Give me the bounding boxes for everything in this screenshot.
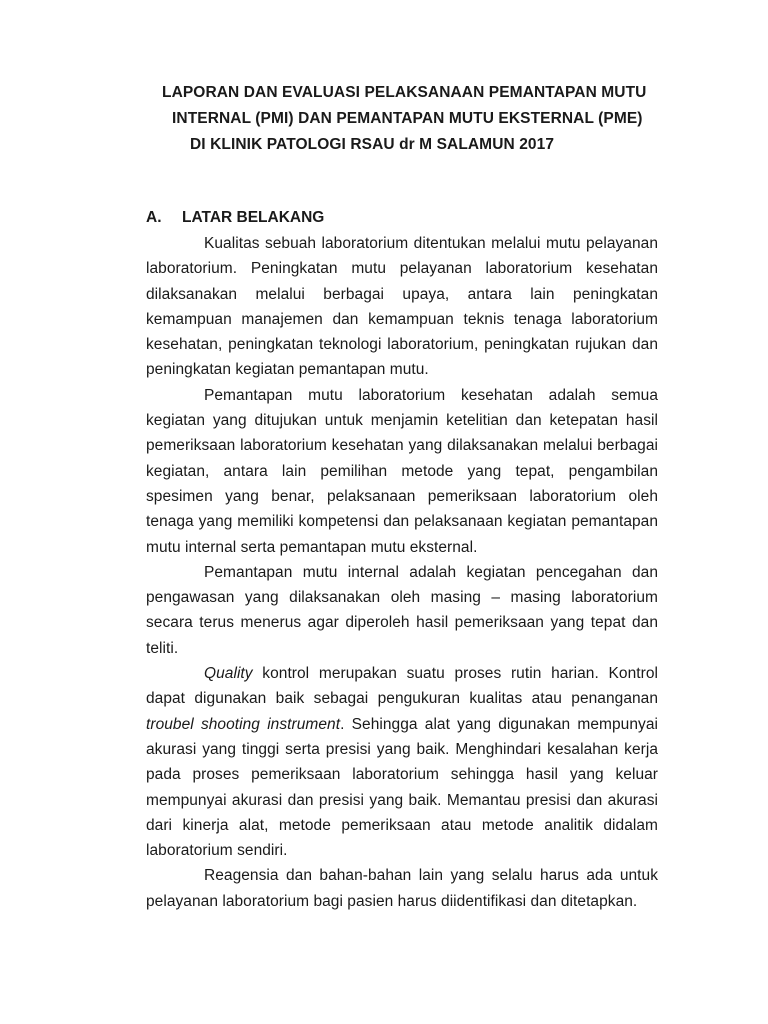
paragraph-2: Pemantapan mutu laboratorium kesehatan adalah semua kegiatan yang ditujukan untuk menjamin ketelitian dan ketepatan hasil pemeriksaan laboratorium kesehatan yang dilaksanakan melalui berbagai kegiatan, antara lain pemilihan metode yang tepat, pengambilan spesimen yang benar, pelaksanaan pemeriksaan laboratorium oleh tenaga yang memiliki kompetensi dan pelaksanaan kegiatan pemantapan mutu internal serta pemantapan mutu eksternal. (146, 386, 658, 556)
section-heading (146, 209, 324, 227)
paragraph-3: Pemantapan mutu internal adalah kegiatan pencegahan dan pengawasan yang dilaksanakan oleh masing – masing laboratorium secara terus menerus agar diperoleh hasil pemeriksaan yang tepat dan teliti. (146, 563, 658, 657)
paragraph-4-text-2: . Sehingga alat yang digunakan mempunyai akurasi yang tinggi serta presisi yang baik. Menghindari kesalahan kerja pada proses pemeriksaan laboratorium sehingga hasil yang keluar mempunyai akurasi dan presisi yang baik. Memantau presisi dan akurasi dari kinerja alat, metode pemeriksaan atau metode analitik didalam laboratorium sendiri. (146, 715, 658, 860)
document-title-line-2: INTERNAL (PMI) DAN PEMANTAPAN MUTU EKSTERNAL (PME) (172, 110, 643, 127)
document-title-line-3: DI KLINIK PATOLOGI RSAU dr M SALAMUN 2017 (190, 136, 555, 153)
paragraph-4 (146, 661, 658, 863)
section-number: A. (146, 209, 162, 226)
paragraph-4-text-1: kontrol merupakan suatu proses rutin harian. Kontrol dapat digunakan baik sebagai pengukuran kualitas atau penanganan (146, 665, 658, 708)
section-heading-text: LATAR BELAKANG (182, 209, 325, 226)
paragraph-4-italic-quality: Quality (204, 665, 253, 683)
paragraph-4-italic-instrument: troubel shooting instrument (146, 715, 341, 733)
section-body (146, 231, 658, 914)
paragraph-5: Reagensia dan bahan-bahan lain yang selalu harus ada untuk pelayanan laboratorium bagi pasien harus diidentifikasi dan ditetapkan. (146, 867, 658, 910)
paragraph-1: Kualitas sebuah laboratorium ditentukan melalui mutu pelayanan laboratorium. Peningkatan mutu pelayanan laboratorium kesehatan dilaksanakan melalui berbagai upaya, antara lain peningkatan kemampuan manajemen dan kemampuan teknis tenaga laboratorium kesehatan, peningkatan teknologi laboratorium, peningkatan rujukan dan peningkatan kegiatan pemantapan mutu. (146, 235, 658, 379)
document-title-line-1: LAPORAN DAN EVALUASI PELAKSANAAN PEMANTAPAN MUTU (162, 84, 647, 101)
